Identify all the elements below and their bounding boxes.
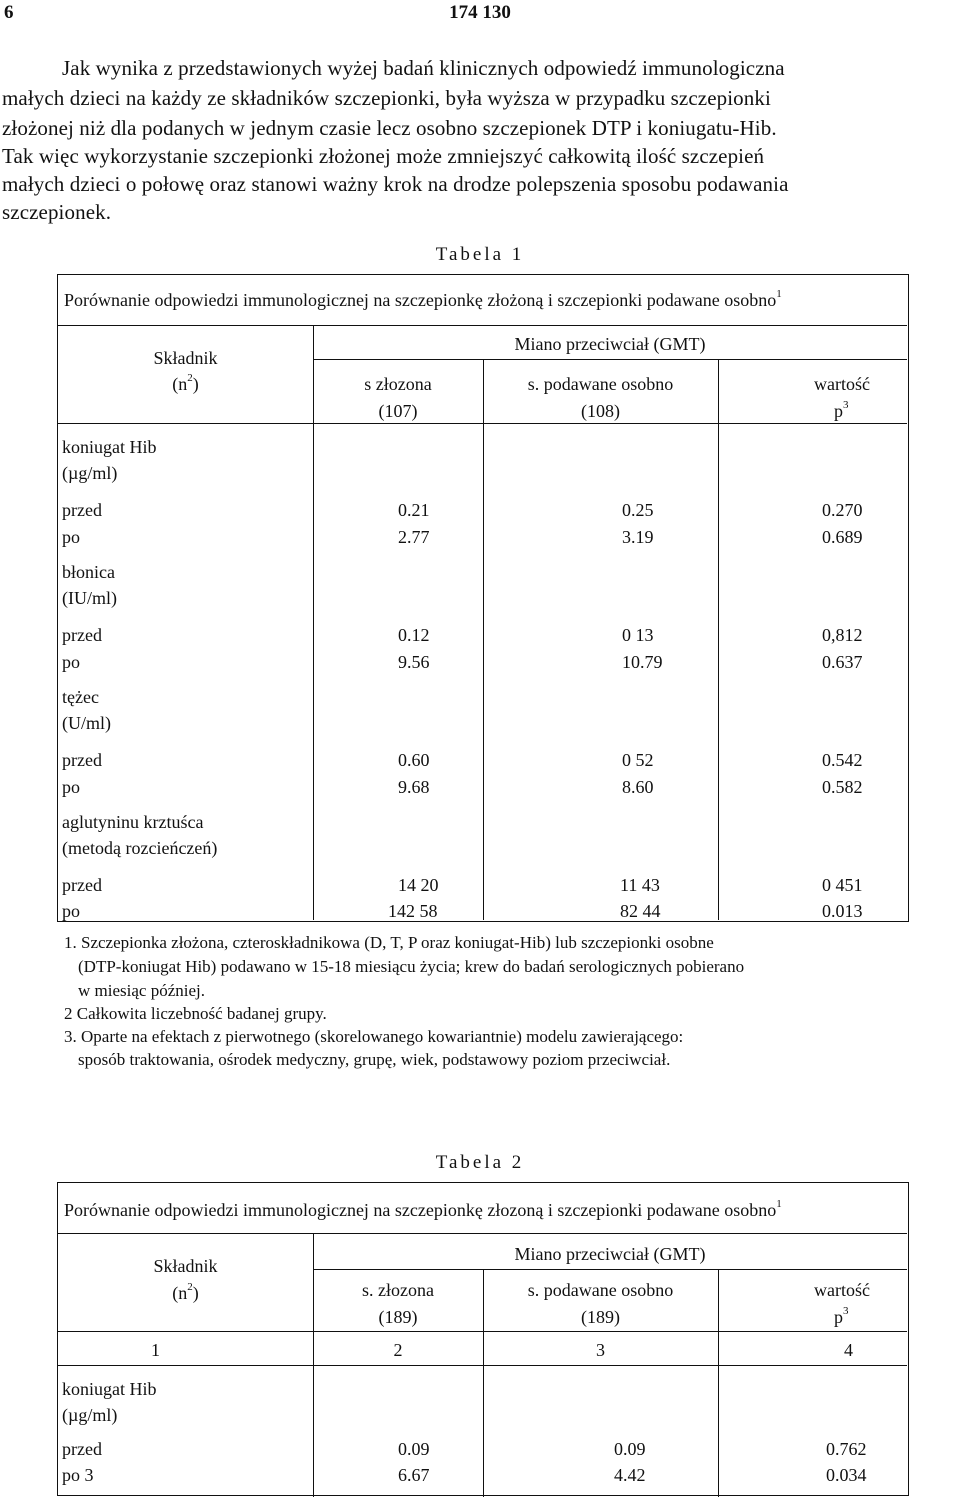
table-cell: 4.42 — [614, 1465, 646, 1485]
table2-header-n: $(n^2)$ — [172, 1281, 199, 1303]
document-number: 174 130 — [449, 2, 511, 23]
table-cell: 0.270 — [822, 500, 863, 520]
table1-header-col1: s złozona — [364, 374, 432, 394]
table-cell: 0.21 — [398, 500, 430, 520]
table2-col-number: 2 — [393, 1340, 403, 1360]
paragraph-line: małych dzieci o połowę oraz stanowi ważny krok na drodze polepszenia sposobu podawania — [2, 172, 789, 196]
table2-section-name: koniugat Hib — [62, 1379, 157, 1399]
table2 — [57, 1182, 909, 1496]
table2-header-col1: s. złozona — [362, 1280, 434, 1300]
table2-col-number: 1 — [151, 1340, 160, 1360]
table-cell: 0.582 — [822, 777, 863, 797]
paragraph-line: małych dzieci na każdy ze składników szczepionki, była wyższa w przypadku szczepionki — [2, 86, 771, 110]
table-cell: 0.09 — [614, 1439, 646, 1459]
table-cell: 10.79 — [622, 652, 663, 672]
table1-section-name: koniugat Hib — [62, 437, 157, 457]
table2-section-unit: (µg/ml) — [62, 1405, 118, 1425]
table1-section-unit: (IU/ml) — [62, 588, 117, 608]
table-row-label: przed — [62, 1439, 102, 1459]
paragraph-line: złożonej niż dla podanych w jednym czasie lecz osobno szczepionek DTP i koniugatu-Hib. — [2, 116, 777, 140]
table-row-label: po — [62, 777, 80, 797]
table1-footnote: 3. Oparte na efektach z pierwotnego (skorelowanego kowariantnie) modelu zawierającego: — [64, 1027, 684, 1046]
page-number: 6 — [4, 2, 14, 23]
table1-footnote: 2 Całkowita liczebność badanej grupy. — [64, 1004, 327, 1023]
table1-caption: Porównanie odpowiedzi immunologicznej na szczepionkę złożoną i szczepionki podawane osobno$^1$ — [64, 288, 782, 310]
table2-title: Tabela 2 — [435, 1152, 525, 1173]
table-cell: 0.762 — [826, 1439, 867, 1459]
table-row-label: po — [62, 901, 80, 921]
table-cell: 2.77 — [398, 527, 430, 547]
table-cell: 0.12 — [398, 625, 430, 645]
table-cell: 0.637 — [822, 652, 863, 672]
table1-section-name: błonica — [62, 562, 115, 582]
table-cell: 0 451 — [822, 875, 863, 895]
table1-header-col3-p: $p^3$ — [834, 399, 849, 421]
table1-header-col3: wartość — [814, 374, 870, 394]
table1-section-unit: (µg/ml) — [62, 463, 118, 483]
table1-footnote: sposób traktowania, ośrodek medyczny, grupę, wiek, podstawowy poziom przeciwciał. — [78, 1050, 671, 1069]
table-cell: 9.56 — [398, 652, 430, 672]
paragraph-line: Tak więc wykorzystanie szczepionki złożonej może zmniejszyć całkowitą ilość szczepień — [2, 144, 765, 168]
table-row-label: po — [62, 652, 80, 672]
table-row-label: po 3 — [62, 1465, 94, 1485]
table-cell: 14 20 — [398, 875, 439, 895]
table2-header-component: Składnik — [153, 1256, 218, 1276]
table-cell: 82 44 — [620, 901, 661, 921]
table1-footnote: w miesiąc później. — [78, 981, 205, 1000]
table1-header-col1-n: (107) — [378, 401, 418, 421]
table1-title: Tabela 1 — [435, 244, 525, 265]
table-cell: 0.60 — [398, 750, 430, 770]
table2-header-col2-n: (189) — [581, 1307, 620, 1327]
table-cell: 11 43 — [620, 875, 660, 895]
table1-header-n: $(n^2)$ — [172, 372, 199, 394]
table-cell: 0.09 — [398, 1439, 430, 1459]
table-row-label: przed — [62, 875, 102, 895]
table2-header-col2: s. podawane osobno — [527, 1280, 674, 1300]
table2-col-number: 4 — [844, 1340, 853, 1360]
table-cell: 0.013 — [822, 901, 863, 921]
table-row-label: przed — [62, 625, 102, 645]
table2-col-number: 3 — [596, 1340, 605, 1360]
table-row-label: przed — [62, 750, 102, 770]
table-cell: 6.67 — [398, 1465, 430, 1485]
table1-footnote: 1. Szczepionka złożona, czteroskładnikowa (D, T, P oraz koniugat-Hib) lub szczepionki osobne — [64, 933, 714, 952]
paragraph-line: szczepionek. — [2, 200, 112, 224]
table1-header-col2-n: (108) — [581, 401, 620, 421]
table2-caption: Porównanie odpowiedzi immunologicznej na szczepionkę złozoną i szczepionki podawane osobno$^1$ — [64, 1198, 782, 1220]
table2-header-group: Miano przeciwciał (GMT) — [514, 1244, 706, 1264]
table-cell: 8.60 — [622, 777, 654, 797]
table1-header-component: Składnik — [153, 348, 218, 368]
table-cell: 0 52 — [622, 750, 654, 770]
table1-section-unit: (U/ml) — [62, 713, 111, 733]
table1 — [57, 274, 909, 922]
table-cell: 0.542 — [822, 750, 863, 770]
table1-section-name: aglutyninu krztuśca — [62, 812, 204, 832]
table1-section-name: tężec — [62, 687, 99, 707]
table-cell: 0.25 — [622, 500, 654, 520]
table-cell: 3.19 — [622, 527, 654, 547]
table1-footnote: (DTP-koniugat Hib) podawano w 15-18 miesiącu życia; krew do badań serologicznych pobierano — [78, 957, 745, 976]
table2-header-col1-n: (189) — [378, 1307, 418, 1327]
table-cell: 142 58 — [388, 901, 438, 921]
table-cell: 0,812 — [822, 625, 863, 645]
table-cell: 9.68 — [398, 777, 430, 797]
table-cell: 0.034 — [826, 1465, 867, 1485]
table-row-label: przed — [62, 500, 102, 520]
table1-header-group: Miano przeciwciał (GMT) — [514, 334, 706, 354]
paragraph-line: Jak wynika z przedstawionych wyżej badań klinicznych odpowiedź immunologiczna — [62, 56, 785, 80]
table-row-label: po — [62, 527, 80, 547]
table2-header-col3-p: $p^3$ — [834, 1305, 849, 1327]
table2-header-col3: wartość — [814, 1280, 870, 1300]
table-cell: 0 13 — [622, 625, 654, 645]
table1-section-unit: (metodą rozcieńczeń) — [62, 838, 218, 858]
table-cell: 0.689 — [822, 527, 863, 547]
table1-header-col2: s. podawane osobno — [527, 374, 674, 394]
